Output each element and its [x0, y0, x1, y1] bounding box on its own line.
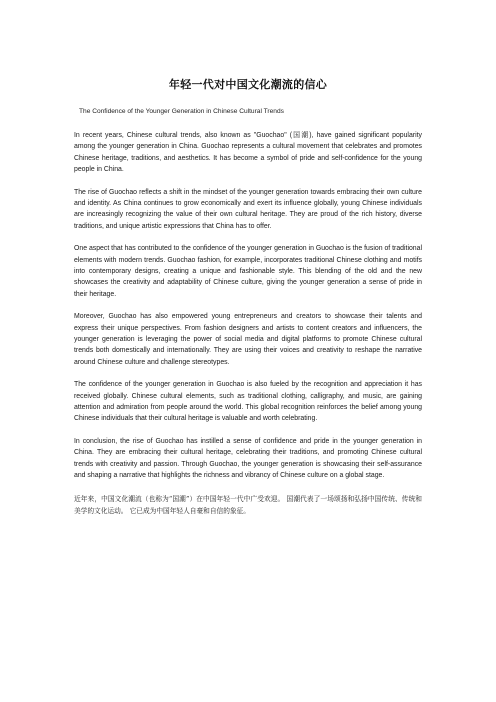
paragraph-chinese: 近年来，中国文化潮流（也称为“国潮”）在中国年轻一代中广受欢迎。 国潮代表了一场颂扬和弘扬中国传统、传统和美学的文化运动。 它已成为中国年轻人自豪和自信的象征。: [74, 494, 422, 515]
paragraph-rise: The rise of Guochao reflects a shift in the mindset of the younger generation towards embracing their own culture and identity. As China continues to grow economically and exert its influence globally, young Chinese individuals are increasingly recognizing the value of their own cultural heritage. They are proud of the rich history, diverse traditions, and unique artistic expressions that China has to offer.: [74, 188, 422, 230]
document-subtitle: The Confidence of the Younger Generation in Chinese Cultural Trends: [79, 108, 284, 115]
paragraph-intro: In recent years, Chinese cultural trends, also known as "Guochao" (国潮), have gained significant popularity among the younger generation in China. Guochao represents a cultural movement that celebrates and promotes Chinese heritage, traditions, and aesthetics. It has become a symbol of pride and self-confidence for the young people in China.: [74, 132, 422, 173]
paragraph-conclusion: In conclusion, the rise of Guochao has instilled a sense of confidence and pride in the younger generation in China. They are embracing their cultural heritage, celebrating their traditions, and promoting Chinese cultural trends with creativity and passion. Through Guochao, the younger generation is showcasing their self-assurance and shaping a narrative that highlights the richness and vibrancy of Chinese culture on a global stage.: [74, 438, 422, 479]
paragraph-empowerment: Moreover, Guochao has also empowered young entrepreneurs and creators to showcase their talents and express their unique perspectives. From fashion designers and artists to content creators and influencers, the younger generation is leveraging the power of social media and digital platforms to promote Chinese cultural trends both domestically and internationally. They are using their voices and creativity to reshape the narrative around Chinese culture and challenge stereotypes.: [74, 313, 422, 366]
paragraph-fusion: One aspect that has contributed to the confidence of the younger generation in Guochao is the fusion of traditional elements with modern trends. Guochao fashion, for example, incorporates traditional Chinese clothing and motifs into contemporary designs, creating a unique and fashionable style. This blending of the old and the new showcases the creativity and adaptability of Chinese culture, giving the younger generation a sense of pride in their heritage.: [74, 245, 422, 298]
document-title: 年轻一代对中国文化潮流的信心: [168, 78, 328, 91]
document-body: [74, 130, 422, 517]
paragraph-global-recognition: The confidence of the younger generation in Guochao is also fueled by the recognition and appreciation it has received globally. Chinese cultural elements, such as traditional clothing, calligraphy, and music, are gaining attention and admiration from people around the world. This global recognition reinforces the belief among young Chinese individuals that their cultural heritage is valuable and worth celebrating.: [74, 381, 422, 423]
